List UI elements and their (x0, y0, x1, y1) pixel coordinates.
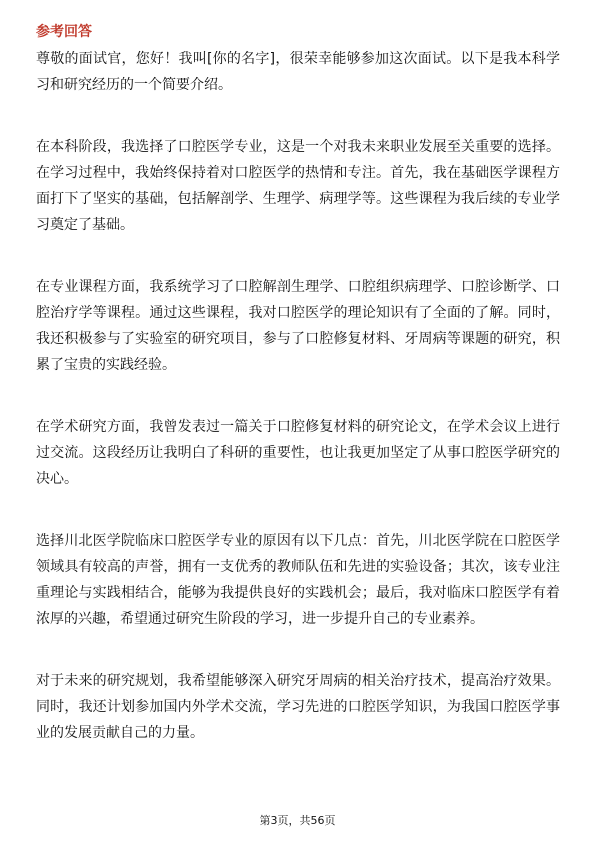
document-body (36, 22, 560, 782)
paragraph-intro: 尊敬的面试官，您好！我叫[你的名字]，很荣幸能够参加这次面试。以下是我本科学习和研究经历的一个简要介绍。 (36, 51, 560, 93)
page-number: 第3页，共56页 (259, 814, 336, 827)
paragraph-research: 在学术研究方面，我曾发表过一篇关于口腔修复材料的研究论文，在学术会议上进行过交流。这段经历让我明白了科研的重要性，也让我更加坚定了从事口腔医学研究的决心。 (36, 419, 560, 487)
paragraph-undergrad: 在本科阶段，我选择了口腔医学专业，这是一个对我未来职业发展至关重要的选择。在学习过程中，我始终保持着对口腔医学的热情和专注。首先，我在基础医学课程方面打下了坚实的基础，包括解剖学、生理学、病理学等。这些课程为我后续的专业学习奠定了基础。 (36, 139, 560, 233)
paragraph-courses: 在专业课程方面，我系统学习了口腔解剖生理学、口腔组织病理学、口腔诊断学、口腔治疗学等课程。通过这些课程，我对口腔医学的理论知识有了全面的了解。同时，我还积极参与了实验室的研究项目，参与了口腔修复材料、牙周病等课题的研究，积累了宝贵的实践经验。 (36, 279, 560, 373)
paragraph-reasons: 选择川北医学院临床口腔医学专业的原因有以下几点：首先，川北医学院在口腔医学领域具有较高的声誉，拥有一支优秀的教师队伍和先进的实验设备；其次，该专业注重理论与实践相结合，能够为我提供良好的实践机会；最后，我对临床口腔医学有着浓厚的兴趣，希望通过研究生阶段的学习，进一步提升自己的专业素养。 (36, 533, 560, 627)
paragraph-plan: 对于未来的研究规划，我希望能够深入研究牙周病的相关治疗技术，提高治疗效果。同时，我还计划参加国内外学术交流，学习先进的口腔医学知识，为我国口腔医学事业的发展贡献自己的力量。 (36, 673, 560, 741)
section-heading: 参考回答 (36, 24, 92, 40)
